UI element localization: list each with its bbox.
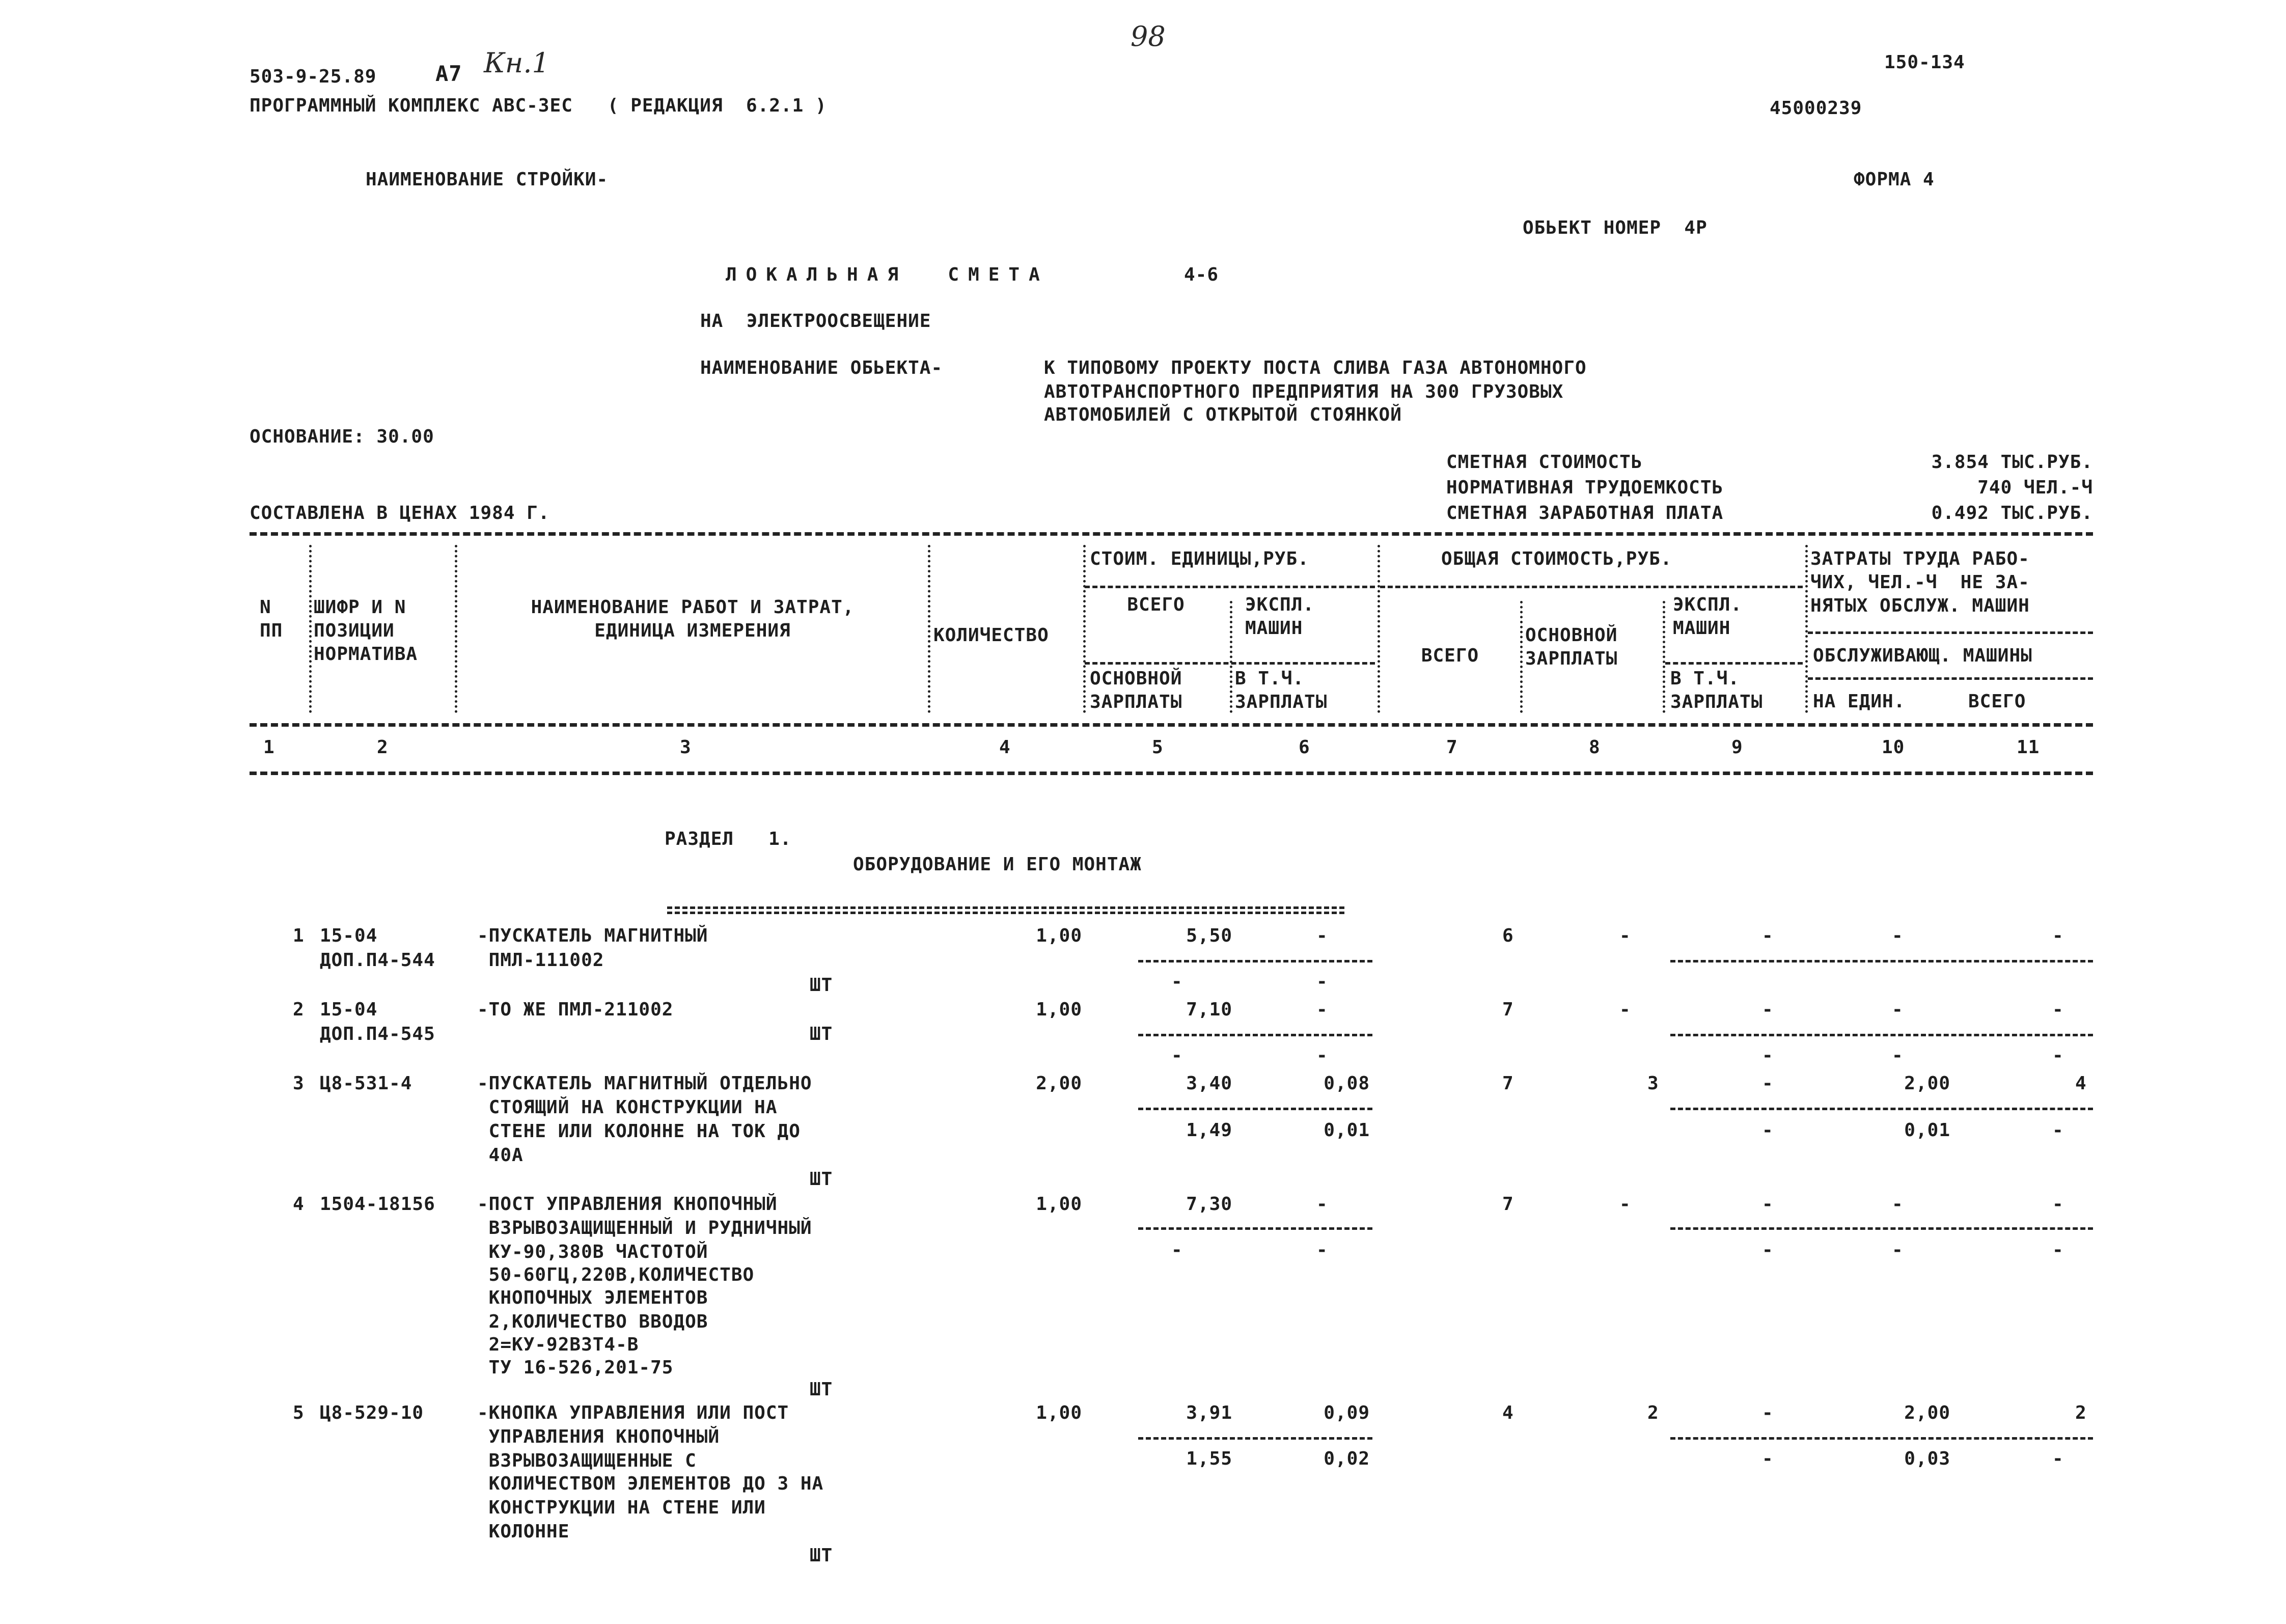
row-total-base-wage: - (1619, 925, 1631, 946)
col-separator (1805, 545, 1808, 713)
header-labor-per-unit: НА ЕДИН. (1813, 691, 1906, 712)
row-name: -ПОСТ УПРАВЛЕНИЯ КНОПОЧНЫЙ (477, 1194, 778, 1215)
row-unit-total: 5,50 (1186, 925, 1232, 946)
section-label: РАЗДЕЛ 1. (665, 829, 792, 849)
row-unit: ШТ (810, 1024, 833, 1044)
row-labor-per-unit: - (1892, 1194, 1904, 1215)
row-unit-total: 7,10 (1186, 999, 1232, 1020)
cell-rule (1138, 1034, 1372, 1036)
document-title: ЛОКАЛЬНАЯ СМЕТА (726, 264, 1049, 285)
row-name: КОЛОННЕ (477, 1521, 570, 1542)
header-col-name: НАИМЕНОВАНИЕ РАБОТ И ЗАТРАТ, ЕДИНИЦА ИЗМЕРЕНИЯ (531, 597, 855, 641)
summary-value-cost: 3.854 ТЫС.РУБ. (1931, 452, 2093, 473)
col-number: 2 (377, 737, 389, 758)
row-labor-total: 4 (2075, 1073, 2087, 1094)
row-unit-incl-wage: - (1316, 1240, 1328, 1260)
row-labor-per-unit-sub: 0,03 (1904, 1448, 1950, 1469)
row-name: 2=КУ-92В3Т4-В (477, 1334, 639, 1355)
col-number: 7 (1446, 737, 1458, 758)
section-title: ОБОРУДОВАНИЕ И ЕГО МОНТАЖ (853, 854, 1142, 875)
header-col-code: ШИФР И N ПОЗИЦИИ НОРМАТИВА (314, 597, 418, 665)
row-name: КОЛИЧЕСТВОМ ЭЛЕМЕНТОВ ДО 3 НА (477, 1473, 824, 1494)
estimate-number: 4-6 (1184, 264, 1219, 285)
row-total-all: 7 (1502, 1194, 1514, 1215)
header-total-all: ВСЕГО (1421, 645, 1479, 666)
header-labor-sub: ОБСЛУЖИВАЮЩ. МАШИНЫ (1813, 645, 2032, 666)
object-name-label: НАИМЕНОВАНИЕ ОБЬЕКТА- (700, 357, 943, 378)
construction-name-label: НАИМЕНОВАНИЕ СТРОЙКИ- (366, 169, 609, 190)
row-labor-total: 2 (2075, 1402, 2087, 1423)
prices-note: СОСТАВЛЕНА В ЦЕНАХ 1984 Г. (250, 503, 550, 524)
row-total-mach-sub: - (1762, 1120, 1774, 1141)
col-separator (309, 545, 312, 713)
row-qty: 1,00 (1036, 1402, 1082, 1423)
header-rule (1665, 662, 1803, 665)
header-labor-total: ВСЕГО (1968, 691, 2026, 712)
row-name: -ПУСКАТЕЛЬ МАГНИТНЫЙ (477, 925, 708, 946)
row-unit-base-wage: - (1171, 1240, 1183, 1260)
header-total-cost-group: ОБЩАЯ СТОИМОСТЬ,РУБ. (1441, 548, 1672, 569)
col-separator (1230, 601, 1232, 713)
basis: ОСНОВАНИЕ: 30.00 (250, 426, 434, 447)
summary-value-labor: 740 ЧЕЛ.-Ч (1977, 477, 2093, 498)
row-qty: 2,00 (1036, 1073, 1082, 1094)
cell-rule (1138, 960, 1372, 962)
row-unit-incl-wage: 0,02 (1324, 1448, 1370, 1469)
row-name: 2,КОЛИЧЕСТВО ВВОДОВ (477, 1311, 708, 1332)
row-labor-total: - (2052, 925, 2064, 946)
row-total-mach: - (1762, 925, 1774, 946)
cell-rule (1670, 960, 2093, 962)
col-number: 9 (1731, 737, 1743, 758)
header-total-base-wage: ОСНОВНОЙ ЗАРПЛАТЫ (1525, 625, 1618, 669)
row-unit-mach: 0,09 (1324, 1402, 1370, 1423)
row-total-mach-sub: - (1762, 1448, 1774, 1469)
row-code: Ц8-531-4 (320, 1073, 412, 1094)
summary-value-wage: 0.492 ТЫС.РУБ. (1931, 503, 2093, 524)
row-labor-total: - (2052, 1194, 2064, 1215)
row-labor-per-unit: 2,00 (1904, 1402, 1950, 1423)
summary-label-cost: СМЕТНАЯ СТОИМОСТЬ (1446, 452, 1643, 473)
cell-rule (1138, 1227, 1372, 1230)
row-unit-incl-wage: - (1316, 1045, 1328, 1066)
row-unit-mach: - (1316, 1194, 1328, 1215)
row-name: УПРАВЛЕНИЯ КНОПОЧНЫЙ (477, 1426, 720, 1447)
table-top-rule (250, 532, 2093, 536)
row-unit-total: 7,30 (1186, 1194, 1232, 1215)
row-total-all: 4 (1502, 1402, 1514, 1423)
col-separator (1520, 601, 1523, 713)
cell-rule (1670, 1227, 2093, 1230)
col-number: 5 (1152, 737, 1164, 758)
estimate-subject: НА ЭЛЕКТРООСВЕЩЕНИЕ (700, 311, 931, 332)
header-rule (1085, 662, 1375, 665)
row-labor-total-sub: - (2052, 1045, 2064, 1066)
row-total-mach-sub: - (1762, 1240, 1774, 1260)
row-name: ПМЛ-111002 (477, 950, 604, 971)
header-rule (1808, 631, 2093, 634)
col-number: 1 (263, 737, 275, 758)
row-total-mach: - (1762, 999, 1774, 1020)
header-unit-total: ВСЕГО (1127, 594, 1185, 615)
header-rule (1380, 586, 1803, 588)
row-number: 4 (293, 1194, 305, 1215)
col-separator (1378, 545, 1380, 713)
row-code: 1504-18156 (320, 1194, 435, 1215)
row-name: КНОПОЧНЫХ ЭЛЕМЕНТОВ (477, 1287, 708, 1308)
cell-rule (1670, 1034, 2093, 1036)
row-total-base-wage: 2 (1647, 1402, 1659, 1423)
row-number: 1 (293, 925, 305, 946)
row-total-base-wage: 3 (1647, 1073, 1659, 1094)
cell-rule (1138, 1108, 1372, 1110)
header-total-mach: ЭКСПЛ. МАШИН (1673, 594, 1743, 639)
header-unit-cost-group: СТОИМ. ЕДИНИЦЫ,РУБ. (1090, 548, 1309, 569)
row-labor-total-sub: - (2052, 1240, 2064, 1260)
header-col-n: N ПП (260, 597, 283, 641)
row-unit: ШТ (810, 1545, 833, 1566)
col-separator (1663, 601, 1665, 713)
numbers-bottom-rule (250, 772, 2093, 775)
row-total-base-wage: - (1619, 1194, 1631, 1215)
row-name: СТОЯЩИЙ НА КОНСТРУКЦИИ НА (477, 1097, 778, 1118)
row-unit-base-wage: - (1171, 971, 1183, 992)
row-unit-incl-wage: 0,01 (1324, 1120, 1370, 1141)
col-number: 8 (1589, 737, 1601, 758)
row-name: -ПУСКАТЕЛЬ МАГНИТНЫЙ ОТДЕЛЬНО (477, 1073, 812, 1094)
header-rule (1808, 677, 2093, 680)
row-unit-base-wage: 1,55 (1186, 1448, 1232, 1469)
row-total-mach: - (1762, 1402, 1774, 1423)
row-name: КОНСТРУКЦИИ НА СТЕНЕ ИЛИ (477, 1497, 766, 1518)
row-total-mach-sub: - (1762, 1045, 1774, 1066)
album-code: А7 (435, 61, 462, 86)
row-number: 3 (293, 1073, 305, 1094)
section-double-rule (667, 906, 1344, 909)
cell-rule (1670, 1108, 2093, 1110)
object-number: ОБЬЕКТ НОМЕР 4Р (1523, 217, 1707, 238)
col-number: 10 (1882, 737, 1905, 758)
col-separator (455, 545, 457, 713)
header-unit-mach: ЭКСПЛ. МАШИН (1245, 594, 1315, 639)
col-number: 6 (1299, 737, 1310, 758)
row-name: СТЕНЕ ИЛИ КОЛОННЕ НА ТОК ДО (477, 1121, 801, 1142)
row-unit-incl-wage: - (1316, 971, 1328, 992)
header-col-qty: КОЛИЧЕСТВО (933, 625, 1049, 646)
row-unit-base-wage: - (1171, 1045, 1183, 1066)
header-labor-group: ЗАТРАТЫ ТРУДА РАБО- ЧИХ, ЧЕЛ.-Ч НЕ ЗА- НЯТЫХ ОБСЛУЖ. МАШИН (1810, 548, 2030, 616)
row-unit: ШТ (810, 1379, 833, 1400)
col-number: 4 (999, 737, 1011, 758)
row-name: КУ-90,380В ЧАСТОТОЙ (477, 1242, 708, 1262)
row-labor-per-unit-sub: - (1892, 1045, 1904, 1066)
cell-rule (1138, 1437, 1372, 1440)
page-number: 98 (1131, 20, 1166, 52)
row-total-mach: - (1762, 1194, 1774, 1215)
row-labor-total-sub: - (2052, 1448, 2064, 1469)
row-code: ДОП.П4-544 (320, 950, 435, 971)
row-unit-total: 3,91 (1186, 1402, 1232, 1423)
row-labor-per-unit-sub: 0,01 (1904, 1120, 1950, 1141)
form-label: ФОРМА 4 (1854, 169, 1935, 190)
row-labor-per-unit: 2,00 (1904, 1073, 1950, 1094)
object-name-line-3: АВТОМОБИЛЕЙ С ОТКРЫТОЙ СТОЯНКОЙ (1044, 404, 1402, 425)
header-bottom-rule (250, 723, 2093, 727)
row-labor-total: - (2052, 999, 2064, 1020)
row-total-all: 7 (1502, 999, 1514, 1020)
col-separator (1083, 545, 1086, 713)
header-rule (1085, 586, 1375, 588)
row-number: 5 (293, 1402, 305, 1423)
row-qty: 1,00 (1036, 1194, 1082, 1215)
header-total-incl-wage: В Т.Ч. ЗАРПЛАТЫ (1670, 668, 1763, 712)
row-code: 15-04 (320, 925, 378, 946)
cell-rule (1670, 1437, 2093, 1440)
document-id: 45000239 (1770, 98, 1862, 119)
col-number: 11 (2017, 737, 2040, 758)
row-code: 15-04 (320, 999, 378, 1020)
sheet-number: 150-134 (1884, 52, 1965, 73)
row-unit-mach: - (1316, 999, 1328, 1020)
row-name: ВЗРЫВОЗАЩИЩЕННЫЕ С (477, 1450, 697, 1471)
row-total-mach: - (1762, 1073, 1774, 1094)
header-unit-base-wage: ОСНОВНОЙ ЗАРПЛАТЫ (1090, 668, 1182, 712)
row-code: ДОП.П4-545 (320, 1024, 435, 1044)
row-name: 50-60ГЦ,220В,КОЛИЧЕСТВО (477, 1264, 755, 1285)
row-qty: 1,00 (1036, 925, 1082, 946)
row-total-base-wage: - (1619, 999, 1631, 1020)
header-unit-incl-wage: В Т.Ч. ЗАРПЛАТЫ (1235, 668, 1328, 712)
object-name-line-1: К ТИПОВОМУ ПРОЕКТУ ПОСТА СЛИВА ГАЗА АВТОНОМНОГО (1044, 357, 1587, 378)
row-unit-mach: 0,08 (1324, 1073, 1370, 1094)
col-number: 3 (680, 737, 692, 758)
col-separator (928, 545, 930, 713)
row-labor-total-sub: - (2052, 1120, 2064, 1141)
row-name: -КНОПКА УПРАВЛЕНИЯ ИЛИ ПОСТ (477, 1402, 789, 1423)
row-total-all: 7 (1502, 1073, 1514, 1094)
row-name: ТУ 16-526,201-75 (477, 1357, 674, 1378)
row-unit: ШТ (810, 1169, 833, 1190)
row-labor-per-unit: - (1892, 999, 1904, 1020)
summary-label-labor: НОРМАТИВНАЯ ТРУДОЕМКОСТЬ (1446, 477, 1724, 498)
handwritten-note: Кн.1 (484, 47, 549, 79)
program-line: ПРОГРАММНЫЙ КОМПЛЕКС АВС-3ЕС ( РЕДАКЦИЯ 6.2.1 ) (250, 95, 827, 116)
row-unit: ШТ (810, 975, 833, 996)
row-total-all: 6 (1502, 925, 1514, 946)
row-labor-per-unit-sub: - (1892, 1240, 1904, 1260)
row-qty: 1,00 (1036, 999, 1082, 1020)
row-unit-base-wage: 1,49 (1186, 1120, 1232, 1141)
object-name-line-2: АВТОТРАНСПОРТНОГО ПРЕДПРИЯТИЯ НА 300 ГРУЗОВЫХ (1044, 381, 1564, 402)
row-name: 40А (477, 1145, 524, 1166)
row-labor-per-unit: - (1892, 925, 1904, 946)
row-unit-mach: - (1316, 925, 1328, 946)
row-name: -ТО ЖЕ ПМЛ-211002 (477, 999, 674, 1020)
row-number: 2 (293, 999, 305, 1020)
row-code: Ц8-529-10 (320, 1402, 424, 1423)
project-code: 503-9-25.89 (250, 66, 377, 87)
row-unit-total: 3,40 (1186, 1073, 1232, 1094)
summary-label-wage: СМЕТНАЯ ЗАРАБОТНАЯ ПЛАТА (1446, 503, 1724, 524)
row-name: ВЗРЫВОЗАЩИЩЕННЫЙ И РУДНИЧНЫЙ (477, 1218, 812, 1238)
